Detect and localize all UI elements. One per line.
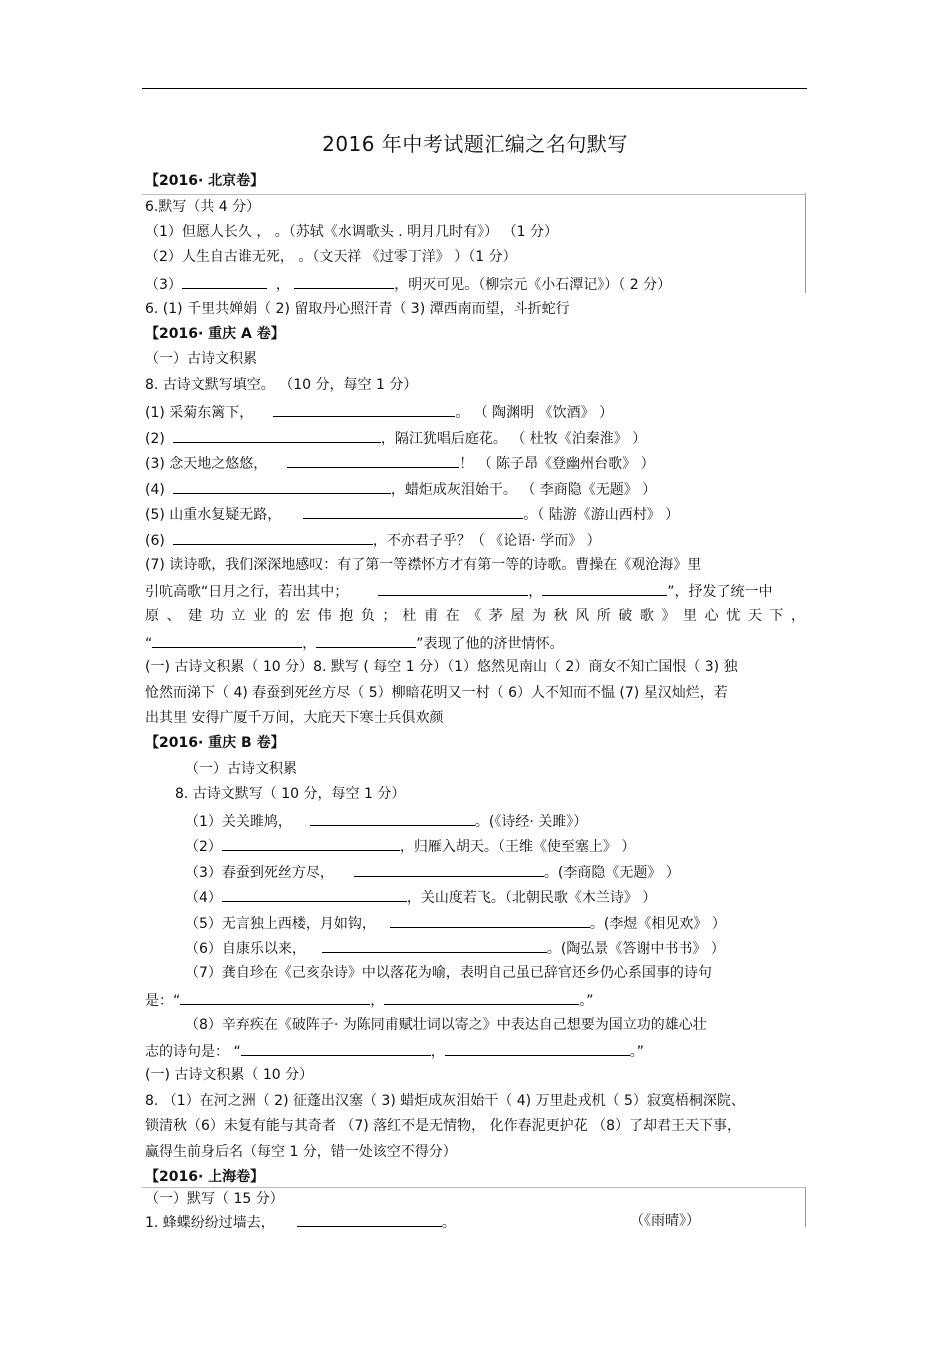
answer-blank[interactable] [390, 913, 590, 928]
question-line: （8）辛弃疾在《破阵子· 为陈同甫赋壮词以寄之》中表达自己想要为国立功的雄心壮 [185, 1017, 707, 1033]
answer-line: 怆然而涕下（ 4) 春蚕到死丝方尽（ 5）柳暗花明又一村（ 6）人不知而不愠 (7) 星汉灿烂，若 [145, 685, 728, 701]
source-citation: （《雨晴》） [630, 1213, 700, 1229]
answer-blank[interactable] [222, 836, 400, 851]
answer-blank[interactable] [241, 1041, 431, 1056]
answer-blank[interactable] [322, 938, 547, 953]
section-heading-beijing: 【2016· 北京卷】 [145, 173, 265, 189]
table-border-top [142, 1187, 806, 1188]
question-line: (6) ，不亦君子乎？（ 《论语· 学而》 ） [145, 530, 601, 550]
question-line: (3) 念天地之悠悠， ！ （ 陈子昂《登幽州台歌》 ） [145, 453, 655, 473]
question-line: （3）春蚕到死丝方尽， 。(李商隐《无题》 ） [185, 862, 680, 882]
answer-blank[interactable] [173, 428, 381, 443]
answer-line: 锁清秋（6）未复有能与其奇者 （7) 落红不是无情物， 化作春泥更护花 （8）了却君王天下事， [145, 1118, 741, 1134]
answer-line: 赢得生前身后名（每空 1 分，错一处该空不得分） [145, 1144, 457, 1160]
question-line: 志的诗句是： “ ， 。” [145, 1041, 644, 1061]
answer-blank[interactable] [173, 479, 391, 494]
answer-blank[interactable] [384, 990, 579, 1005]
answer-line: 6. (1) 千里共婵娟（ 2) 留取丹心照汗青（ 3) 潭西南而望，斗折蛇行 [145, 301, 570, 317]
answer-blank[interactable] [287, 453, 459, 468]
table-border-top [142, 194, 806, 195]
answer-line: (一) 古诗文积累（ 10 分） [145, 1067, 314, 1083]
section-heading-shanghai: 【2016· 上海卷】 [145, 1169, 265, 1185]
answer-blank[interactable] [294, 274, 394, 289]
question-line: （2）人生自古谁无死， 。（文天祥 《过零丁洋》 ）（1 分） [145, 249, 517, 265]
question-line: （4） ，关山度若飞。（北朝民歌《木兰诗》 ） [185, 887, 656, 907]
question-line: (5) 山重水复疑无路， 。（ 陆游《游山西村》 ） [145, 504, 679, 524]
table-border-right [805, 193, 806, 293]
answer-blank[interactable] [445, 1041, 630, 1056]
question-line: 原 、 建 功 立 业 的 宏 伟 抱 负 ； 杜 甫 在 《 茅 屋 为 秋 风 所 破 歌 》 里 心 忧 天 下 ， [145, 608, 805, 624]
answer-line: (一) 古诗文积累（ 10 分）8. 默写 ( 每空 1 分）（1）悠然见南山（ 2）商女不知亡国恨（ 3) 独 [145, 659, 738, 675]
subsection-heading: （一）默写（ 15 分） [145, 1191, 284, 1207]
answer-line: 8. （1）在河之洲（ 2) 征蓬出汉塞（ 3) 蜡炬成灰泪始干（ 4) 万里赴戎机（ 5）寂寞梧桐深院、 [145, 1093, 745, 1109]
question-line: （1）但愿人长久 ， 。（苏轼《水调歌头 . 明月几时有》） （1 分） [145, 224, 558, 240]
subsection-heading: （一）古诗文积累 [145, 351, 257, 367]
answer-blank[interactable] [310, 811, 475, 826]
question-line: 引吭高歌“日月之行，若出其中； ， ”，抒发了统一中 [145, 581, 773, 601]
answer-line: 出其里 安得广厦千万间，大庇天下寒士兵俱欢颜 [145, 710, 444, 726]
section-heading-chongqing-b: 【2016· 重庆 B 卷】 [145, 735, 285, 751]
question-line: （2） ，归雁入胡天。（王维《使至塞上》 ） [185, 836, 635, 856]
answer-blank[interactable] [182, 274, 267, 289]
question-line: (4) ，蜡炬成灰泪始干。 （ 李商隐《无题》 ） [145, 479, 656, 499]
subsection-heading: （一）古诗文积累 [185, 761, 297, 777]
question-line: 8. 古诗文默写填空。 （10 分，每空 1 分） [145, 377, 418, 393]
answer-blank[interactable] [222, 887, 407, 902]
question-line: （3） ， ，明灭可见。（柳宗元《小石潭记》）（ 2 分） [145, 274, 671, 294]
answer-blank[interactable] [316, 633, 416, 648]
page-title: 2016 年中考试题汇编之名句默写 [322, 132, 628, 156]
question-line: 6.默写（共 4 分） [145, 199, 261, 215]
question-line: 是：“ ， 。” [145, 990, 594, 1010]
answer-blank[interactable] [297, 1212, 442, 1227]
header-rule [142, 88, 807, 89]
question-line: (1) 采菊东篱下， 。 （ 陶渊明 《饮酒》 ） [145, 402, 613, 422]
question-line: （7）龚自珍在《己亥杂诗》中以落花为喻，表明自己虽已辞官还乡仍心系国事的诗句 [185, 965, 712, 981]
section-heading-chongqing-a: 【2016· 重庆 A 卷】 [145, 326, 285, 342]
answer-blank[interactable] [152, 633, 302, 648]
answer-blank[interactable] [354, 862, 544, 877]
question-line: （5）无言独上西楼，月如钩， 。(李煜《相见欢》 ） [185, 913, 726, 933]
question-line: 8. 古诗文默写（ 10 分，每空 1 分） [175, 786, 406, 802]
answer-blank[interactable] [173, 530, 373, 545]
answer-blank[interactable] [542, 581, 667, 596]
question-line: （1）关关雎鸠， 。(《诗经· 关雎》） [185, 811, 587, 831]
question-line: 1. 蜂蝶纷纷过墙去， 。 [145, 1212, 456, 1232]
answer-blank[interactable] [303, 504, 523, 519]
question-line: (2) ，隔江犹唱后庭花。 （ 杜牧《泊秦淮》 ） [145, 428, 646, 448]
answer-blank[interactable] [378, 581, 528, 596]
question-line: (7) 读诗歌，我们深深地感叹：有了第一等襟怀方才有第一等的诗歌。曹操在《观沧海》里 [145, 557, 702, 573]
answer-blank[interactable] [180, 990, 370, 1005]
table-border-right [805, 1187, 806, 1227]
answer-blank[interactable] [273, 402, 455, 417]
question-line: “ ， ”表现了他的济世情怀。 [145, 633, 564, 653]
question-line: （6）自康乐以来， 。(陶弘景《答谢中书书》 ） [185, 938, 725, 958]
